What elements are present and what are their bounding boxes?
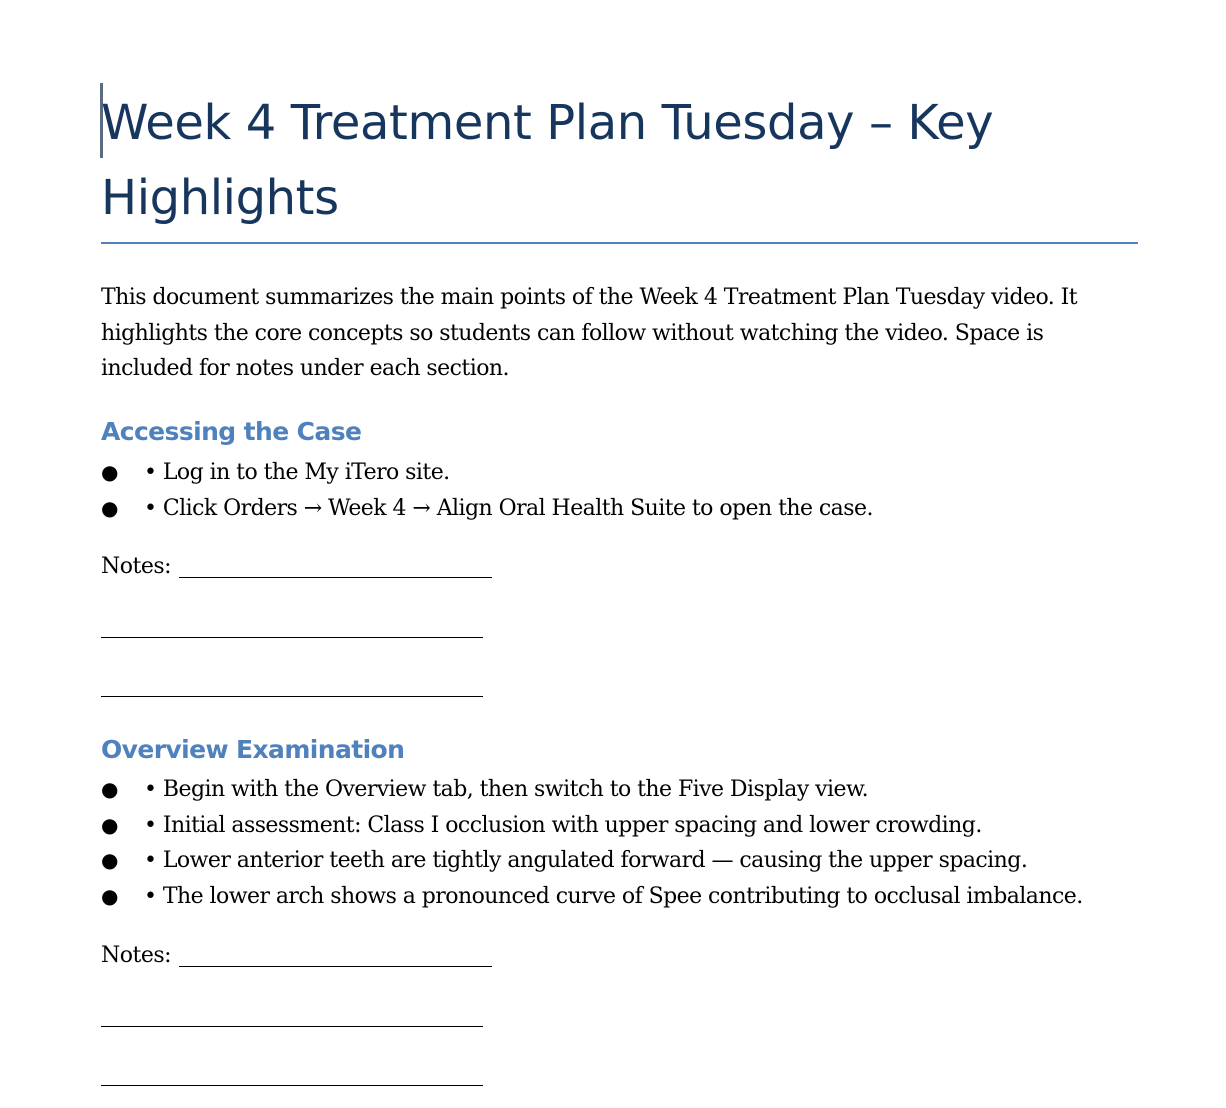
- list-item-text: • Click Orders → Week 4 → Align Oral Health Suite to open the case.: [144, 495, 873, 521]
- list-item[interactable]: [101, 843, 1161, 879]
- notes-blank-line[interactable]: [179, 577, 492, 578]
- section-heading-overview-examination[interactable]: Overview Examination: [101, 735, 405, 764]
- notes-blank-line[interactable]: [101, 696, 483, 697]
- list-item[interactable]: [101, 455, 1161, 491]
- list-item-text: • Begin with the Overview tab, then switch to the Five Display view.: [144, 777, 869, 802]
- bullet-icon: ●: [101, 884, 118, 909]
- section-heading-accessing-the-case[interactable]: Accessing the Case: [101, 417, 362, 446]
- list-item-text: • The lower arch shows a pronounced curve of Spee contributing to occlusal imbalance.: [144, 884, 1083, 910]
- bullet-list-accessing-the-case: [101, 455, 1161, 526]
- intro-paragraph[interactable]: This document summarizes the main points of the Week 4 Treatment Plan Tuesday video. It highlights the core concepts so students can follow without watching the video. Space is included for notes under each section.: [101, 285, 1078, 381]
- bullet-list-overview-examination: [101, 772, 1161, 915]
- title-underline-rule: [101, 242, 1138, 244]
- document-title[interactable]: Week 4 Treatment Plan Tuesday – Key Highlights: [101, 95, 994, 226]
- notes-label: Notes:: [101, 554, 172, 579]
- notes-blank-line[interactable]: [101, 637, 483, 638]
- list-item[interactable]: [101, 772, 1161, 808]
- list-item-text: • Initial assessment: Class I occlusion with upper spacing and lower crowding.: [144, 812, 982, 838]
- list-item[interactable]: [101, 491, 1161, 527]
- notes-blank-line[interactable]: [179, 966, 492, 967]
- bullet-icon: ●: [101, 460, 118, 484]
- bullet-icon: ●: [101, 812, 118, 837]
- list-item-text: • Lower anterior teeth are tightly angulated forward — causing the upper spacing.: [144, 848, 1028, 874]
- notes-blank-line[interactable]: [101, 1026, 483, 1027]
- notes-label: Notes:: [101, 943, 172, 968]
- notes-blank-line[interactable]: [101, 1085, 483, 1086]
- bullet-icon: ●: [101, 495, 118, 520]
- list-item-text: • Log in to the My iTero site.: [144, 460, 450, 485]
- bullet-icon: ●: [101, 848, 118, 873]
- bullet-icon: ●: [101, 777, 118, 801]
- list-item[interactable]: [101, 808, 1161, 844]
- list-item[interactable]: [101, 879, 1161, 915]
